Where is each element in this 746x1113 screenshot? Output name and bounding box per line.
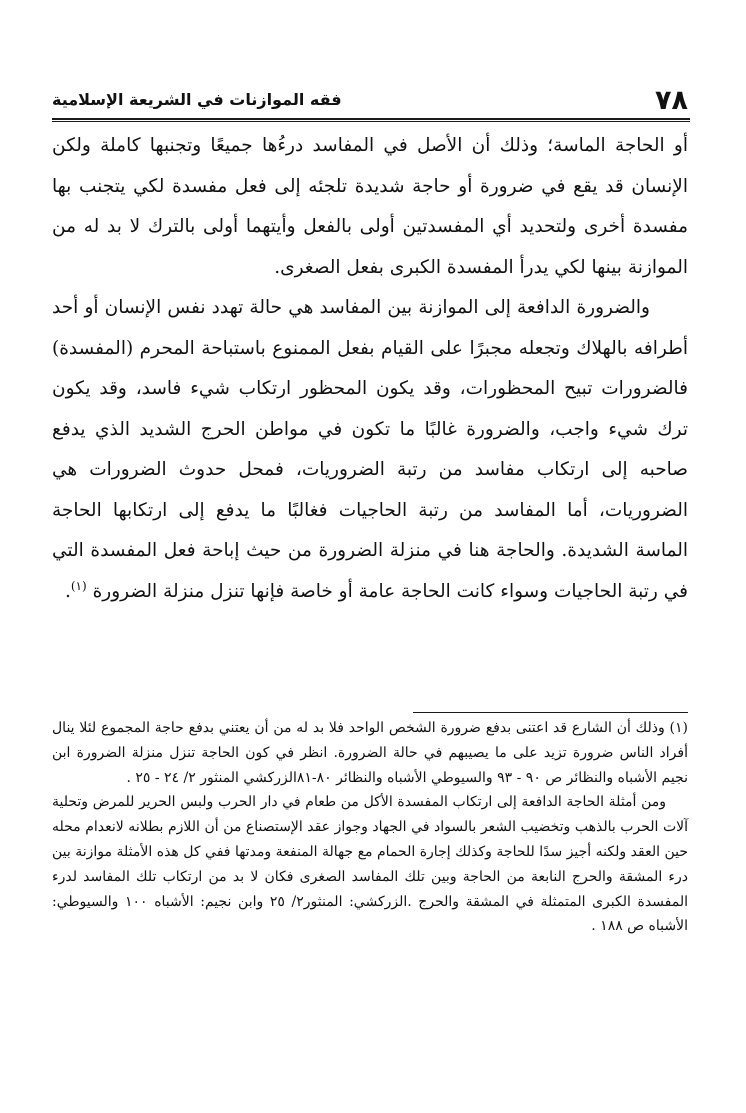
paragraph-2-end: .: [64, 580, 71, 602]
header-rule-thick: [52, 118, 690, 120]
footnote-2: ومن أمثلة الحاجة الدافعة إلى ارتكاب المفسدة الأكل من طعام في دار الحرب ولبس الحرير للمرض وتحلية آلات الحرب بالذهب وتخضيب الشعر بالسواد في الجهاد وجواز عقد الإستصناع من أن اللازم بطلانه لانعدام محله حين العقد ولكنه أجيز سدًا للحاجة وكذلك إجارة الحمام مع جهالة المنفعة ومدتها ففي كل هذه الأمثلة موازنة بين درء المشقة والحرج النابعة من الحاجة وبين تلك المفاسد الصغرى فكان لا بد من ارتكاب تلك المفاسد لدرء المفسدة الكبرى المتمثلة في المشقة والحرج .الزركشي: المنثور٢/ ٢٥ وابن نجيم: الأشباه ١٠٠ والسيوطي: الأشباه ص ١٨٨ .: [52, 794, 688, 935]
paragraph-1: أو الحاجة الماسة؛ وذلك أن الأصل في المفاسد درءُها جميعًا وتجنبها كاملة ولكن الإنسان قد يقع في ضرورة أو حاجة شديدة تلجئه إلى فعل مفسدة لكي يتجنب بها مفسدة أخرى ولتحديد أي المفسدتين أولى بالفعل وأيتهما أولى بالترك لا بد له من الموازنة بينها لكي يدرأ المفسدة الكبرى بفعل الصغرى.: [52, 135, 688, 278]
footnote-1: (١) وذلك أن الشارع قد اعتنى بدفع ضرورة الشخص الواحد فلا بد له من أن يعتني بدفع حاجة المجموع لئلا ينال أفراد الناس ضرورة تزيد على ما يصيبهم في حالة الضرورة. انظر في كون الحاجة تنزل منزلة الضرورة ابن نجيم الأشباه والنظائر ص ٩٠ - ٩٣ والسيوطي الأشباه والنظائر ٨٠-٨١الزركشي المنثور ٢/ ٢٤ - ٢٥ .: [52, 720, 688, 786]
footnote-separator: [413, 712, 688, 713]
page-number: ٧٨: [655, 85, 688, 116]
footnote-reference: (١): [70, 578, 87, 593]
paragraph-2-text: والضرورة الدافعة إلى الموازنة بين المفاسد هي حالة تهدد نفس الإنسان أو أحد أطرافه بالهلاك وتجعله مجبرًا على القيام بفعل الممنوع باستباحة المحرم (المفسدة) فالضرورات تبيح المحظورات، وقد يكون المحظور ارتكاب شيء فاسد، وقد يكون ترك شيء واجب، والضرورة غالبًا ما تكون في مواطن الحرج الشديد الذي يدفع صاحبه إلى ارتكاب مفاسد من رتبة الضروريات، فمحل حدوث الضرورات هي الضروريات، أما المفاسد من رتبة الحاجيات فغالبًا ما يدفع إلى ارتكابها الحاجة الماسة الشديدة. والحاجة هنا في منزلة الضرورة من حيث إباحة فعل المفسدة التي في رتبة الحاجيات وسواء كانت الحاجة عامة أو خاصة فإنها تنزل منزلة الضرورة: [52, 297, 688, 602]
main-text: [52, 126, 688, 612]
header-rule-thin: [52, 121, 690, 122]
paragraph-2: [52, 288, 688, 612]
footnotes: [52, 716, 688, 939]
page-header: [52, 74, 688, 114]
running-title: فقه الموازنات في الشريعة الإسلامية: [52, 90, 342, 109]
